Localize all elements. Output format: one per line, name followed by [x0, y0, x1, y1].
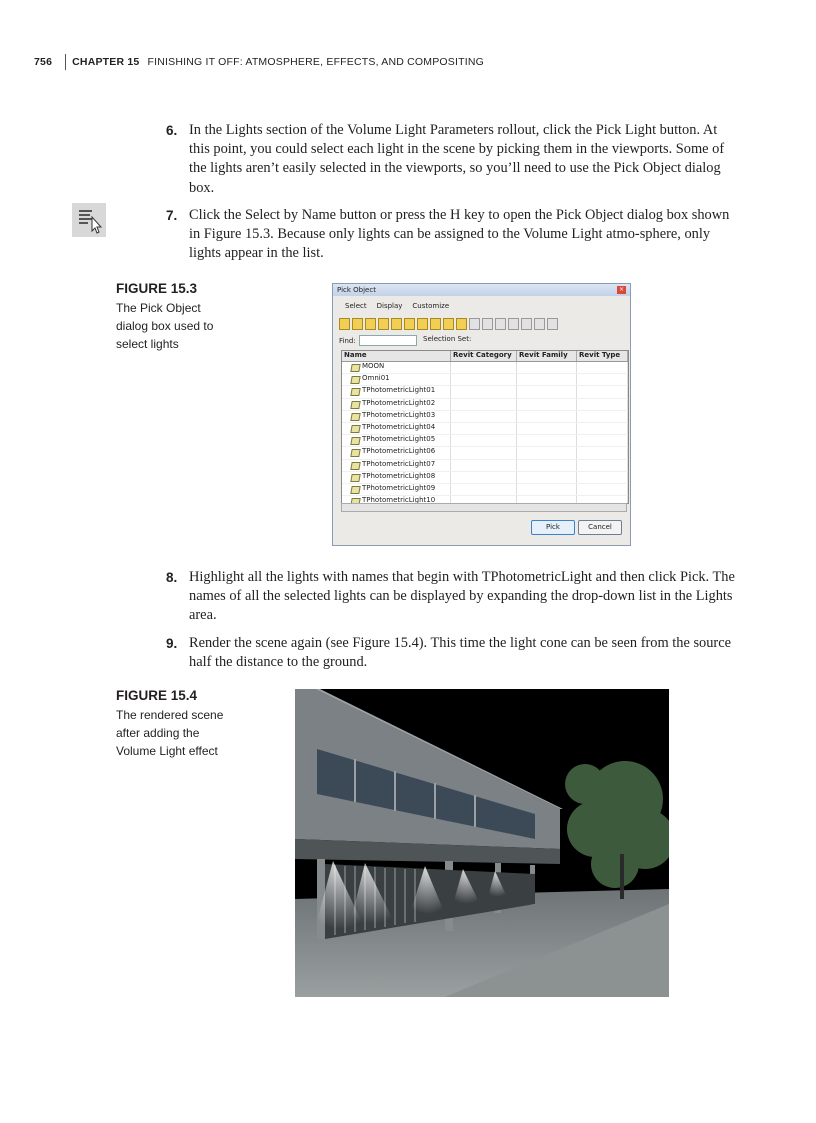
dialog-menu-bar — [345, 302, 449, 310]
list-item[interactable]: TPhotometricLight01 — [342, 386, 628, 398]
column-name[interactable]: Name — [342, 351, 451, 361]
filter-helpers-icon[interactable] — [404, 318, 415, 330]
filter-cameras-icon[interactable] — [391, 318, 402, 330]
chapter-title: FINISHING IT OFF: ATMOSPHERE, EFFECTS, AND COMPOSITING — [147, 56, 485, 68]
find-row — [339, 335, 417, 346]
select-none-icon[interactable] — [482, 318, 493, 330]
display-hierarchy-icon[interactable] — [521, 318, 532, 330]
step-text: Highlight all the lights with names that begin with TPhotometricLight and then click Pick. The names of all the selected lights can be displayed by expanding the drop-down list in the Lights area. — [189, 569, 735, 624]
chapter-label: CHAPTER 15 — [72, 56, 140, 68]
selection-set-label[interactable]: Selection Set: — [423, 335, 472, 343]
display-list-icon[interactable] — [508, 318, 519, 330]
figure-15-4-caption — [116, 688, 234, 760]
dialog-toolbar — [339, 318, 558, 330]
list-item[interactable]: MOON — [342, 362, 628, 374]
select-invert-icon[interactable] — [495, 318, 506, 330]
step-number: 6. — [166, 123, 178, 138]
horizontal-scrollbar[interactable] — [341, 503, 627, 512]
sync-selection-icon[interactable] — [547, 318, 558, 330]
filter-all-icon[interactable] — [339, 318, 350, 330]
object-list[interactable] — [341, 350, 629, 504]
list-item[interactable]: TPhotometricLight03 — [342, 411, 628, 423]
dialog-title: Pick Object — [337, 286, 376, 294]
figure-caption: The Pick Object dialog box used to select lights — [116, 301, 214, 351]
menu-display[interactable]: Display — [376, 302, 403, 310]
column-revit-type[interactable]: Revit Type — [577, 351, 628, 361]
list-item[interactable]: TPhotometricLight07 — [342, 460, 628, 472]
list-item[interactable]: TPhotometricLight06 — [342, 447, 628, 459]
filter-shapes-icon[interactable] — [365, 318, 376, 330]
column-revit-family[interactable]: Revit Family — [517, 351, 577, 361]
pick-button[interactable]: Pick — [531, 520, 575, 535]
rendered-scene-image — [295, 689, 669, 997]
list-item[interactable]: TPhotometricLight02 — [342, 399, 628, 411]
filter-warps-icon[interactable] — [417, 318, 428, 330]
column-revit-category[interactable]: Revit Category — [451, 351, 517, 361]
list-item[interactable]: TPhotometricLight10 — [342, 496, 628, 504]
list-item[interactable]: TPhotometricLight08 — [342, 472, 628, 484]
display-columns-icon[interactable] — [534, 318, 545, 330]
step-6 — [166, 121, 736, 198]
pick-object-dialog — [332, 283, 631, 546]
close-icon[interactable]: × — [618, 286, 625, 293]
find-label: Find: — [339, 336, 356, 345]
step-9 — [166, 634, 736, 672]
header-divider — [65, 54, 66, 70]
list-header — [342, 351, 628, 362]
list-item[interactable]: TPhotometricLight05 — [342, 435, 628, 447]
step-text: Click the Select by Name button or press the H key to open the Pick Object dialog box shown in Figure 15.3. Because only lights can be assigned to the Volume Light atmo-sphere, only lights appear in the list. — [189, 207, 730, 262]
menu-select[interactable]: Select — [345, 302, 367, 310]
figure-label: FIGURE 15.3 — [116, 281, 198, 296]
step-number: 8. — [166, 570, 178, 585]
list-item[interactable]: TPhotometricLight04 — [342, 423, 628, 435]
running-header — [34, 54, 484, 70]
step-number: 7. — [166, 208, 178, 223]
select-by-name-icon — [72, 203, 106, 237]
step-7 — [166, 206, 736, 264]
filter-xrefs-icon[interactable] — [443, 318, 454, 330]
figure-caption: The rendered scene after adding the Volume Light effect — [116, 708, 224, 758]
filter-bones-icon[interactable] — [456, 318, 467, 330]
filter-geometry-icon[interactable] — [352, 318, 363, 330]
dialog-titlebar — [333, 284, 630, 296]
figure-15-3-caption — [116, 281, 234, 353]
step-text: In the Lights section of the Volume Light Parameters rollout, click the Pick Light button. At this point, you could select each light in the scene by picking them in the viewports. Some of the lights aren’t easily selected in the viewports, so you’ll need to use the Pick Object dialog box. — [189, 122, 725, 196]
list-item[interactable]: Omni01 — [342, 374, 628, 386]
page-number: 756 — [34, 56, 53, 68]
filter-lights-icon[interactable] — [378, 318, 389, 330]
list-item[interactable]: TPhotometricLight09 — [342, 484, 628, 496]
step-number: 9. — [166, 636, 178, 651]
select-all-icon[interactable] — [469, 318, 480, 330]
cancel-button[interactable]: Cancel — [578, 520, 622, 535]
figure-label: FIGURE 15.4 — [116, 688, 198, 703]
filter-groups-icon[interactable] — [430, 318, 441, 330]
find-input[interactable] — [359, 335, 417, 346]
step-8 — [166, 568, 736, 626]
step-text: Render the scene again (see Figure 15.4). This time the light cone can be seen from the source half the distance to the ground. — [189, 635, 731, 671]
menu-customize[interactable]: Customize — [412, 302, 450, 310]
